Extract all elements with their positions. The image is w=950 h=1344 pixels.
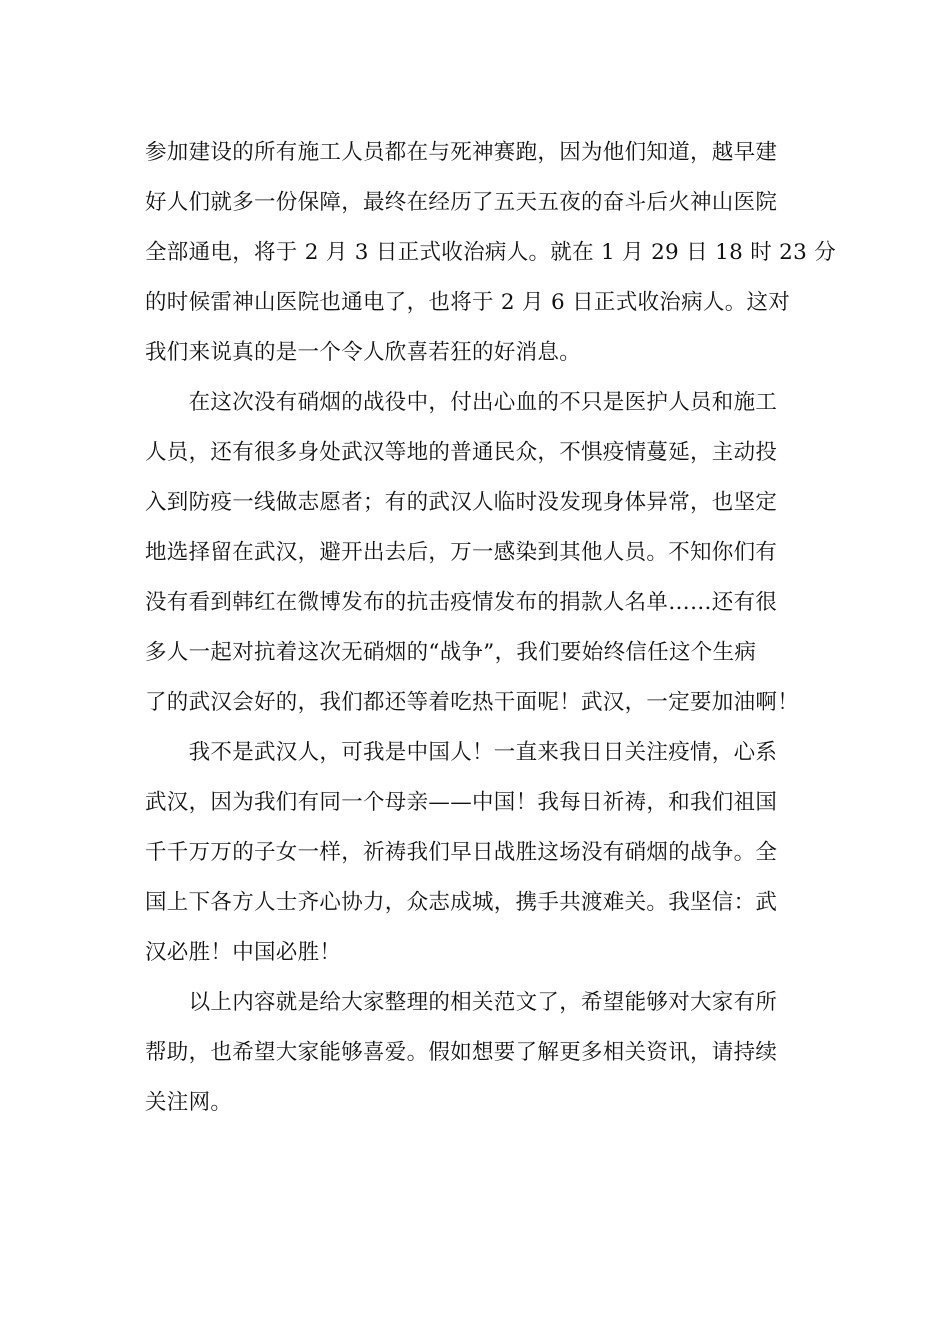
- document-body: [145, 128, 837, 1128]
- text-line: 以上内容就是给大家整理的相关范文了，希望能够对大家有所: [145, 990, 778, 1015]
- text-line: 没有看到韩红在微博发布的抗击疫情发布的捐款人名单……还有很: [145, 590, 778, 615]
- text-line: 了的武汉会好的，我们都还等着吃热干面呢！武汉，一定要加油啊！: [145, 690, 800, 715]
- text-line: 多人一起对抗着这次无硝烟的“战争”，我们要始终信任这个生病: [145, 640, 757, 665]
- text-line: 入到防疫一线做志愿者；有的武汉人临时没发现身体异常，也坚定: [145, 490, 778, 515]
- text-line: 汉必胜！中国必胜！: [145, 940, 342, 965]
- text-line: 好人们就多一份保障，最终在经历了五天五夜的奋斗后火神山医院: [145, 190, 778, 215]
- text-line: 参加建设的所有施工人员都在与死神赛跑，因为他们知道，越早建: [145, 140, 778, 165]
- paragraph-2: [145, 378, 810, 728]
- text-line: 的时候雷神山医院也通电了，也将于 2 月 6 日正式收治病人。这对: [145, 290, 791, 315]
- text-line: 关注网。: [145, 1090, 233, 1115]
- text-line: 千千万万的子女一样，祈祷我们早日战胜这场没有硝烟的战争。全: [145, 840, 778, 865]
- text-line: 帮助，也希望大家能够喜爱。假如想要了解更多相关资讯，请持续: [145, 1040, 778, 1065]
- text-line: 武汉，因为我们有同一个母亲——中国！我每日祈祷，和我们祖国: [145, 790, 778, 815]
- text-line: 人员，还有很多身处武汉等地的普通民众，不惧疫情蔓延，主动投: [145, 440, 778, 465]
- paragraph-4: [145, 978, 810, 1128]
- text-line: 地选择留在武汉，避开出去后，万一感染到其他人员。不知你们有: [145, 540, 778, 565]
- paragraph-1: [145, 128, 837, 378]
- text-line: 我不是武汉人，可我是中国人！一直来我日日关注疫情，心系: [145, 740, 778, 765]
- text-line: 我们来说真的是一个令人欣喜若狂的好消息。: [145, 340, 582, 365]
- text-line: 国上下各方人士齐心协力，众志成城，携手共渡难关。我坚信：武: [145, 890, 778, 915]
- paragraph-3: [145, 728, 810, 978]
- text-line: 全部通电，将于 2 月 3 日正式收治病人。就在 1 月 29 日 18 时 23 分: [145, 240, 837, 265]
- text-line: 在这次没有硝烟的战役中，付出心血的不只是医护人员和施工: [145, 390, 778, 415]
